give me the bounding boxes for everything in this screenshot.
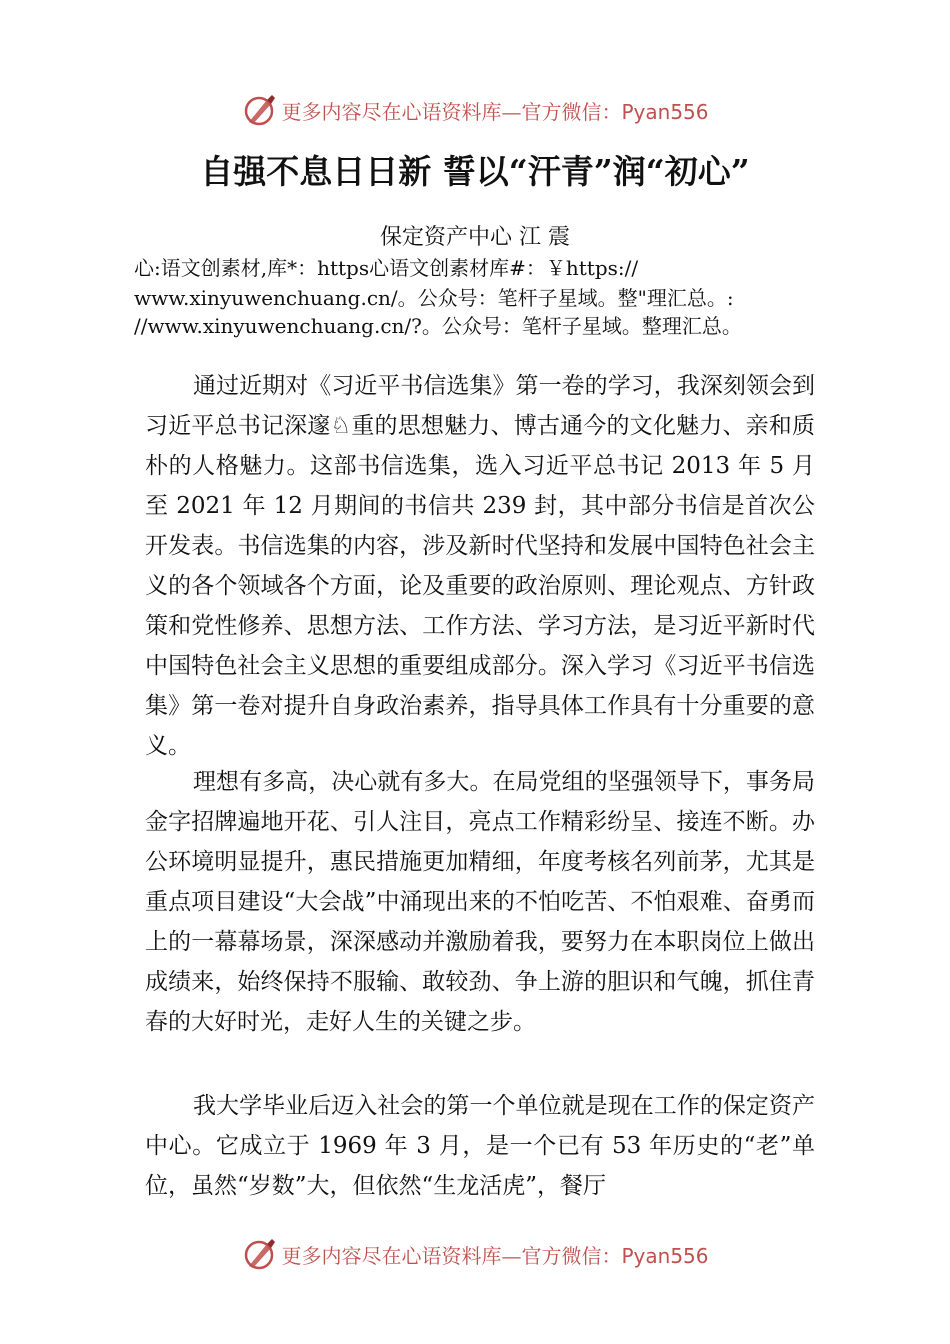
body-paragraph: 我大学毕业后迈入社会的第一个单位就是现在工作的保定资产中心。它成立于 1969 年 3 月，是一个已有 53 年历史的“老”单位，虽然“岁数”大，但依然“生龙活虎”，餐厅 — [145, 1093, 815, 1199]
article-title: 自强不息日日新 誓以“汗青”润“初心” — [200, 152, 750, 191]
body-paragraph: 通过近期对《习近平书信选集》第一卷的学习，我深刻领会到习近平总书记深邃♘重的思想魅力、博古通今的文化魅力、亲和质朴的人格魅力。这部书信选集，选入习近平总书记 2013 年 5 月至 2021 年 12 月期间的书信共 239 封，其中部分书信是首次公开发表。书信选集的内容，涉及新时代坚持和发展中国特色社会主义的各个领域各个方面，论及重要的政治原则、理论观点、方针政策和党性修养、思想方法、工作方法、学习方法，是习近平新时代中国特色社会主义思想的重要组成部分。深入学习《习近平书信选集》第一卷对提升自身政治素养，指导具体工作具有十分重要的意义。 — [145, 373, 815, 759]
banner-label: 更多内容尽在心语资料库—官方微信：Pyan556 — [281, 99, 709, 124]
banner-label: 更多内容尽在心语资料库—官方微信：Pyan556 — [281, 1243, 709, 1268]
header-banner — [0, 88, 950, 132]
watermark-line: 心:语文创素材,库*：https心语文创素材库#：￥https:// — [134, 256, 639, 280]
watermark-line: //www.xinyuwenchuang.cn/?。公众号：笔杆子星域。整理汇总。 — [134, 314, 742, 338]
pen-logo-icon — [241, 1236, 277, 1272]
body-paragraph: 理想有多高，决心就有多大。在局党组的坚强领导下，事务局金字招牌遍地开花、引人注目，亮点工作精彩纷呈、接连不断。办公环境明显提升，惠民措施更加精细，年度考核名列前茅，尤其是重点项目建设“大会战”中涌现出来的不怕吃苦、不怕艰难、奋勇而上的一幕幕场景，深深感动并激励着我，要努力在本职岗位上做出成绩来，始终保持不服输、敢较劲、争上游的胆识和气魄，抓住青春的大好时光，走好人生的关键之步。 — [145, 769, 815, 1035]
pen-logo-icon — [241, 92, 277, 128]
banner-wechat-id: Pyan556 — [621, 1243, 709, 1268]
article-author: 保定资产中心 江 震 — [380, 225, 570, 250]
footer-banner — [0, 1232, 950, 1276]
watermark-line: www.xinyuwenchuang.cn/。公众号：笔杆子星域。整"理汇总。: — [134, 286, 734, 310]
banner-wechat-id: Pyan556 — [621, 99, 709, 124]
